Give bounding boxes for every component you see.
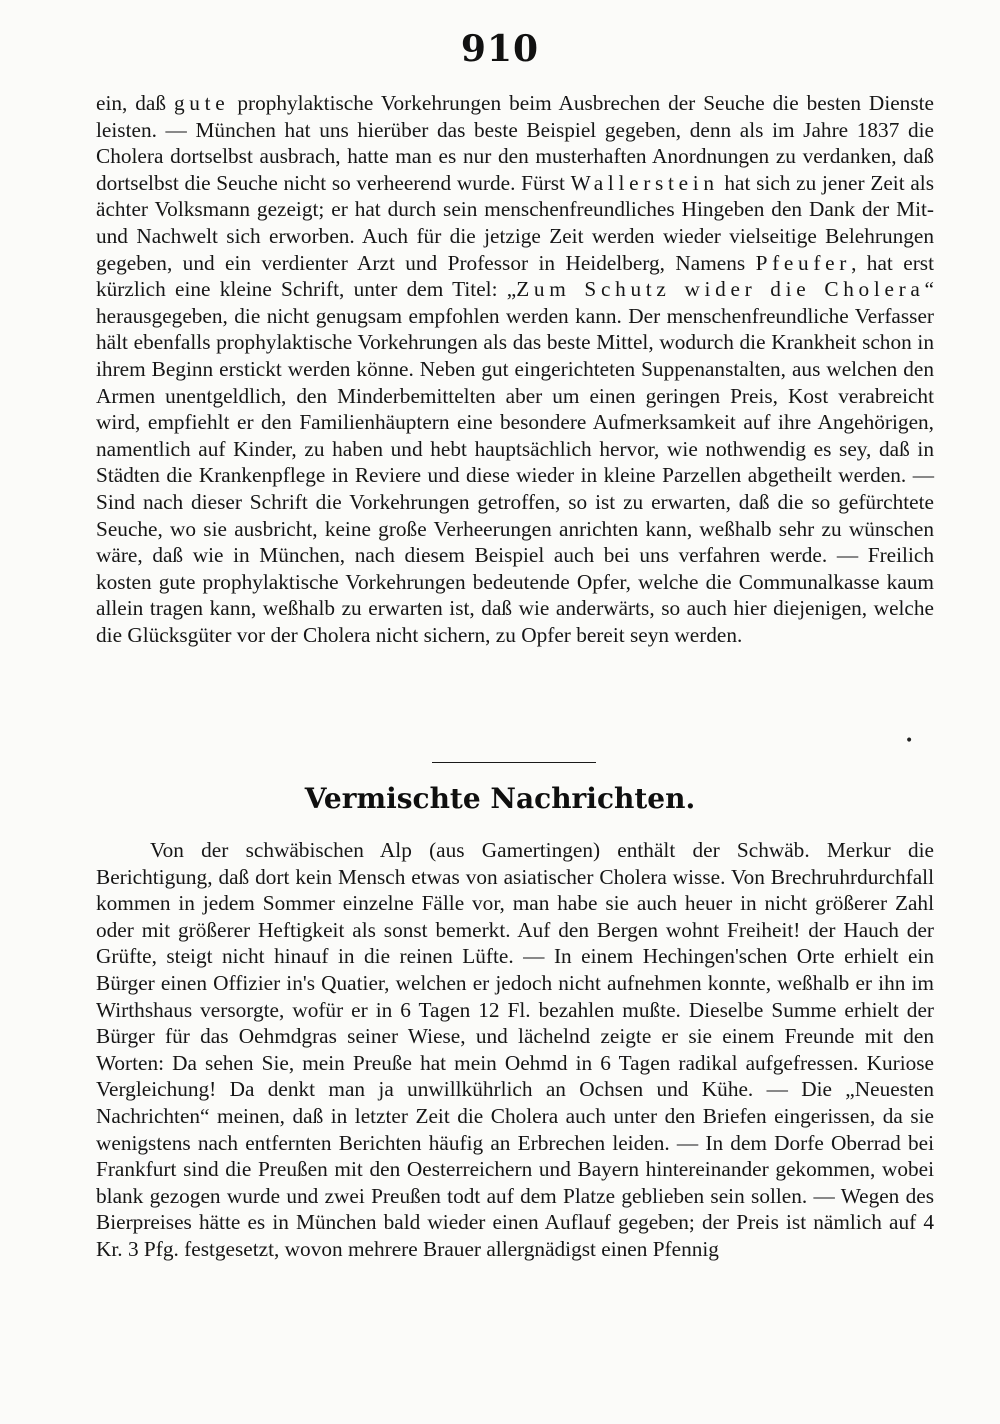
text-run: prophylaktische Vorkehrungen beim Ausbrechen der Seuche die besten Dienste leisten. — München hat uns hierüber das beste Beispiel gegeben, denn als im Jahre 1837 die Cholera dortselbst ausbrach, hatte man es nur den musterhaften Anordnungen zu verdanken, daß dortselbst die Seuche nicht so verheerend wurde. Fürst [96,91,934,195]
text-run: “ herausgegeben, die nicht genugsam empfohlen werden kann. Der menschenfreundliche Verfasser hält ebenfalls prophylaktische Vorkehrungen als das beste Mittel, wodurch die Krankheit schon in ihrem Beginn erstickt werden könne. Neben gut eingerichteten Suppenanstalten, aus welchen den Armen unentgeldlich, den Minderbemittelten aber um einen geringen Preis, Kost verabreicht wird, empfiehlt er den Familienhäuptern eine besondere Aufmerksamkeit auf ihre Angehörigen, namentlich auf Kinder, zu haben und hebt hauptsächlich hervor, wie nothwendig es sey, daß in Städten die Krankenpflege in Reviere und diese wieder in kleine Parzellen abgetheilt werden. — Sind nach dieser Schrift die Vorkehrungen getroffen, so ist zu erwarten, daß die so gefürchtete Seuche, wo sie ausbricht, keine große Verheerungen anrichten kann, weßhalb sehr zu wünschen wäre, daß wie in München, nach diesem Beispiel auch bei uns verfahren werde. — Freilich kosten gute prophylaktische Vorkehrungen bedeutende Opfer, welche die Communalkasse kaum allein tragen kann, weßhalb zu erwarten ist, daß wie anderwärts, so auch hier diejenigen, welche die Glücksgüter vor der Cholera nicht sichern, zu Opfer bereit seyn werden. [96,277,934,647]
emphasis-wallerstein: Wallerstein [570,170,719,195]
ink-dot: • [905,733,914,749]
text-run: hat sich zu jener Zeit als ächter Volksmann gezeigt; er hat durch sein menschenfreundliches Hingeben den Dank der Mit- und Nachwelt sich erworben. Auch für die jetzige Zeit werden wieder vielseitige Belehrungen gegeben, und ein verdienter Arzt und Professor in Heidelberg, Namens [96,170,934,275]
page-number: 910 [460,28,540,70]
article-paragraph [96,90,934,648]
emphasis-pfeufer: Pfeufer [755,250,852,275]
emphasis-book-title: Zum Schutz wider die Cholera [516,277,925,302]
text-run: ein, daß [96,91,174,115]
text-run: , hat erst kürzlich eine kleine Schrift, unter dem Titel: „ [96,250,934,302]
news-paragraph: Von der schwäbischen Alp (aus Gamertingen) enthält der Schwäb. Merkur die Berichtigung, daß dort kein Mensch etwas von asiatischer Cholera wisse. Von Brechruhrdurchfall kommen in jedem Sommer einzelne Fälle vor, man habe sie auch heuer in nicht größerer Zahl oder mit größerer Heftigkeit als sonst bemerkt. Auf den Bergen wohnt Freiheit! der Hauch der Grüfte, steigt nicht hinauf in die reinen Lüfte. — In einem Hechingen'schen Orte erhielt ein Bürger einen Offizier in's Quatier, welchen er jedoch nicht aufnehmen konnte, weßhalb er ihn im Wirthshaus versorgte, wofür er in 6 Tagen 12 Fl. bezahlen mußte. Dieselbe Summe erhielt der Bürger für das Oehmdgras seiner Wiese, und lächelnd zeigte er sie einem Freunde mit den Worten: Da sehen Sie, mein Preuße hat mein Oehmd in 6 Tagen radikal aufgefressen. Kuriose Vergleichung! Da denkt man ja unwillkührlich an Ochsen und Kühe. — Die „Neuesten Nachrichten“ meinen, daß in letzter Zeit die Cholera auch unter den Briefen eingerissen, da sie wenigstens nach entfernten Berichten häufig an Erbrechen leiden. — In dem Dorfe Oberrad bei Frankfurt sind die Preußen mit den Oesterreichern und Bayern hintereinander gekommen, wobei blank gezogen wurde und zwei Preußen todt auf dem Platze geblieben sein sollen. — Wegen des Bierpreises hätte es in München bald wieder einen Auflauf gegeben; der Preis ist nämlich auf 4 Kr. 3 Pfg. festgesetzt, wovon mehrere Brauer allergnädigst einen Pfennig [96,838,934,1261]
emphasis-gute: gute [173,91,230,115]
section-separator [432,762,596,763]
section-heading: Vermischte Nachrichten. [304,782,696,815]
